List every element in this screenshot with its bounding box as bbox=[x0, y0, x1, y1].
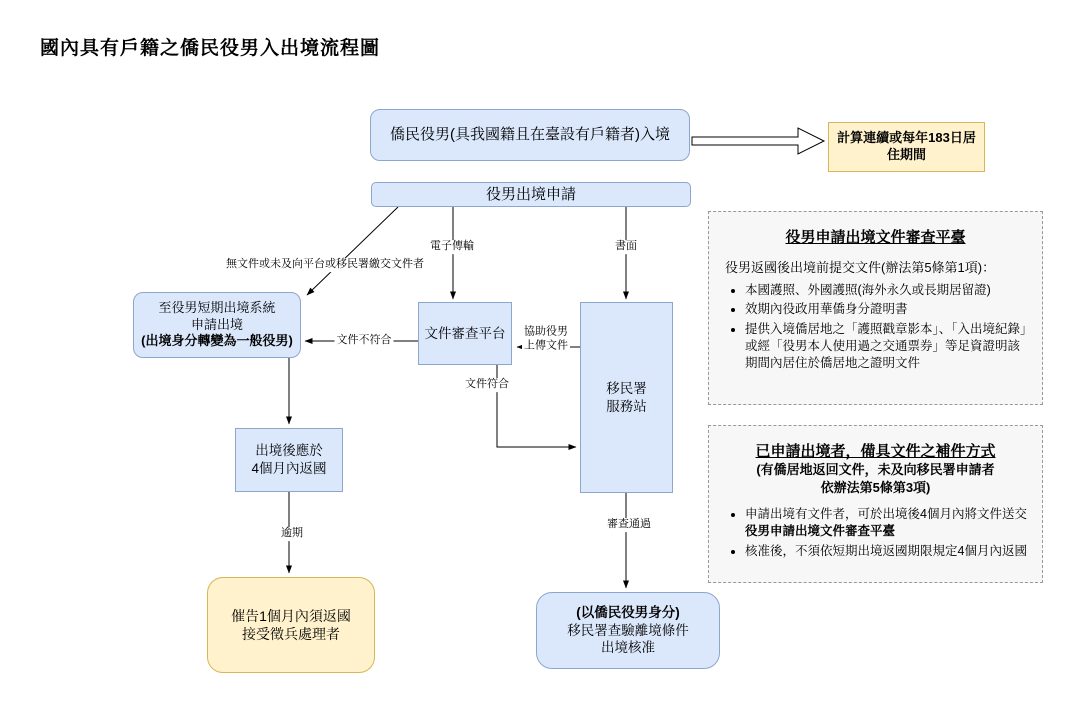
node-entry-label: 僑民役男(具我國籍且在臺設有戶籍者)入境 bbox=[390, 126, 670, 144]
panel-supplement-subtitle-line2: 依辦法第5條第3項) bbox=[820, 479, 931, 495]
node-approved-line2: 移民署查驗離境條件 bbox=[567, 622, 689, 638]
node-immigration-line2: 服務站 bbox=[606, 398, 647, 414]
node-shortterm-system bbox=[133, 292, 301, 358]
panel-review-title: 役男申請出境文件審查平臺 bbox=[785, 229, 966, 246]
node-entry bbox=[370, 109, 690, 161]
edge-label-pass: 審查通過 bbox=[607, 518, 651, 531]
node-immigration-station bbox=[580, 302, 673, 493]
edge-label-mismatch: 文件不符合 bbox=[336, 334, 392, 347]
panel-review-bullets bbox=[723, 282, 1028, 372]
panel-supplement-bullet1-bold: 役男申請出境文件審查平臺 bbox=[745, 524, 896, 539]
node-approved-line1: (以僑民役男身分) bbox=[576, 605, 680, 621]
edge-label-paper: 書面 bbox=[615, 240, 637, 253]
panel-supplement-subtitle-line1: (有僑居地返回文件，未及向移民署申請者 bbox=[756, 462, 995, 477]
node-calc-period bbox=[828, 122, 985, 172]
node-immigration-line1: 移民署 bbox=[606, 380, 647, 396]
node-apply bbox=[371, 182, 691, 207]
panel-review-bullet-1: • 本國護照、外國護照(海外永久或長期居留證) bbox=[745, 282, 1028, 299]
node-apply-label: 役男出境申請 bbox=[485, 185, 576, 203]
panel-review-bullet-3: • 提供入境僑居地之「護照戳章影本」、「入出境紀錄」或經「役男本人使用過之交通票券」等足資證明該期間內居住於僑居地之證明文件 bbox=[745, 321, 1028, 373]
edge-label-match: 文件符合 bbox=[465, 378, 509, 391]
node-return-4months bbox=[235, 428, 343, 492]
node-return-line1: 出境後應於 bbox=[255, 443, 323, 459]
edge-label-assist bbox=[522, 325, 570, 353]
edge-label-overdue: 逾期 bbox=[281, 527, 303, 540]
edge-label-electronic: 電子傳輸 bbox=[430, 240, 474, 253]
panel-supplement-title: 已申請出境者，備具文件之補件方式 bbox=[755, 443, 996, 460]
panel-supplement-bullets bbox=[723, 506, 1028, 560]
edge-nodoc bbox=[307, 207, 398, 295]
page-title: 國內具有戶籍之僑民役男入出境流程圖 bbox=[40, 38, 381, 59]
panel-review-intro: 役男返國後出境前提交文件(辦法第5條第1項)： bbox=[725, 260, 996, 275]
node-shortterm-line3: (出境身分轉變為一般役男) bbox=[141, 333, 293, 349]
edge-label-assist-line2: 上傳文件 bbox=[524, 339, 568, 351]
node-notify-conscription bbox=[207, 577, 375, 673]
hollow-arrow bbox=[692, 128, 824, 154]
node-calc-label: 計算連續或每年183日居住期間 bbox=[837, 130, 976, 162]
node-approved-line3: 出境核准 bbox=[601, 640, 655, 656]
panel-supplement-bullet-2: • 核准後，不須依短期出境返國期限規定4個月內返國 bbox=[745, 543, 1028, 560]
panel-supplement-bullet-1 bbox=[745, 506, 1028, 541]
panel-supplement-subtitle bbox=[723, 461, 1028, 496]
panel-review-platform bbox=[708, 211, 1043, 405]
panel-supplement-bullet1-text: 申請出境有文件者，可於出境後4個月內將文件送交 bbox=[745, 507, 1027, 522]
node-review-label: 文件審查平台 bbox=[424, 325, 506, 341]
node-notify-line1: 催告1個月內須返國 bbox=[231, 607, 351, 624]
panel-review-bullet-2: • 效期內役政用華僑身分證明書 bbox=[745, 301, 1028, 318]
node-notify-line2: 接受徵兵處理者 bbox=[242, 626, 340, 642]
node-doc-review-platform bbox=[418, 302, 512, 365]
node-exit-approved bbox=[536, 592, 720, 669]
panel-supplement bbox=[708, 425, 1043, 583]
edge-label-assist-line1: 協助役男 bbox=[524, 325, 568, 338]
edge-label-nodoc: 無文件或未及向平台或移民署繳交文件者 bbox=[226, 258, 424, 271]
node-return-line2: 4個月內返國 bbox=[251, 461, 327, 476]
node-shortterm-line2: 申請出境 bbox=[190, 316, 243, 332]
node-shortterm-line1: 至役男短期出境系統 bbox=[158, 299, 276, 315]
